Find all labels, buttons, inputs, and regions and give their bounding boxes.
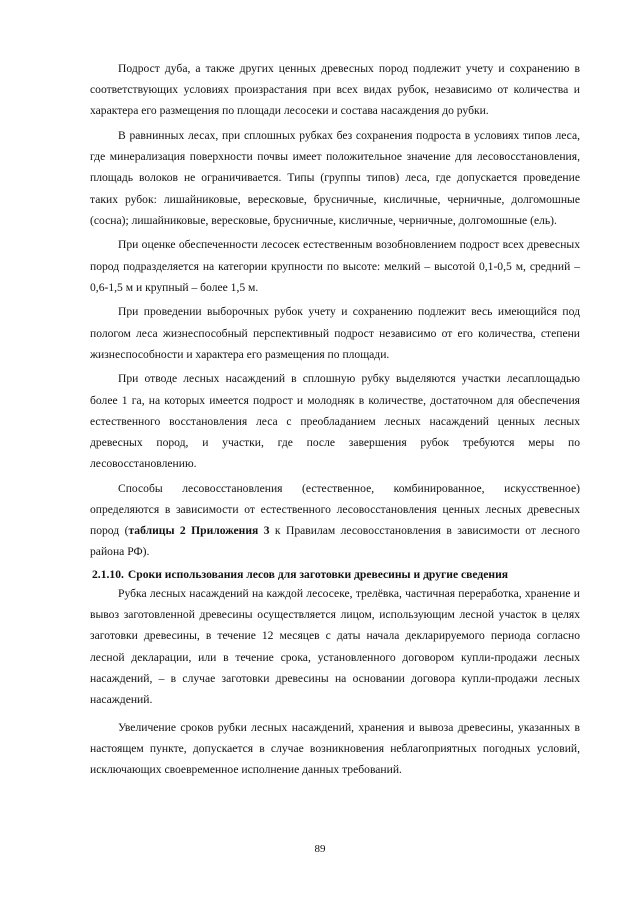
document-page	[90, 58, 580, 781]
paragraph-undergrowth-categories: При оценке обеспеченности лесосек естественным возобновлением подрост всех древесных пород подразделяется на категории крупности по высоте: мелкий – высотой 0,1-0,5 м, средний – 0,6-1,5 м и крупный – более 1,5 м.	[90, 238, 580, 294]
section-heading	[90, 566, 580, 583]
reforestation-text-end: к Правилам лесовосстановления в зависимости от лесного района РФ).	[90, 524, 580, 559]
appendix-table-reference: таблицы 2 Приложения 3	[128, 524, 270, 538]
paragraph-clear-cutting-allotment: При отводе лесных насаждений в сплошную рубку выделяются участки лесаплощадью более 1 га, на которых имеется подрост и молодняк в количестве, достаточном для обеспечения естественного восстановления леса с преобладанием лесных насаждений ценных лесных древесных пород, и участки, где после завершения рубок требуются меры по лесовосстановлению.	[90, 372, 580, 471]
paragraph-term-extension: Увеличение сроков рубки лесных насаждений, хранения и вывоза древесины, указанных в настоящем пункте, допускается в случае возникновения неблагоприятных погодных условий, исключающих своевременное исполнение данных требований.	[90, 721, 580, 777]
section-number: 2.1.10.	[92, 568, 124, 582]
paragraph-reforestation-methods	[90, 478, 580, 563]
paragraph-plain-forests: В равнинных лесах, при сплошных рубках без сохранения подроста в условиях типов леса, где минерализация поверхности почвы имеет положительное значение для лесовосстановления, площадь волоков не ограничивается. Типы (группы типов) леса, где допускается проведение таких рубок: лишайниковые, вересковые, брусничные, кисличные, черничные, долгомошные (сосна); лишайниковые, вересковые, брусничные, кисличные, черничные, долгомошные (ель).	[90, 129, 580, 227]
page-number: 89	[314, 843, 326, 855]
reforestation-text-start: Способы лесовосстановления (естественное, комбинированное, искусственное) определяются в зависимости от естественного лесовосстановления ценных лесных древесных пород (	[90, 481, 580, 538]
paragraph-oak-undergrowth: Подрост дуба, а также других ценных древесных пород подлежит учету и сохранению в соответствующих условиях произрастания при всех видах рубок, независимо от количества и характера его размещения по площади лесосеки и состава насаждения до рубки.	[90, 62, 580, 118]
paragraph-selective-cutting: При проведении выборочных рубок учету и сохранению подлежит весь имеющийся под пологом леса жизнеспособный перспективный подрост независимо от его количества, степени жизнеспособности и характера его размещения по площади.	[90, 305, 580, 361]
paragraph-cutting-terms: Рубка лесных насаждений на каждой лесосеке, трелёвка, частичная переработка, хранение и вывоз заготовленной древесины осуществляется лицом, использующим лесной участок в целях заготовки древесины, в течение 12 месяцев с даты начала декларируемого периода согласно лесной декларации, или в течение срока, установленного договором купли-продажи лесных насаждений, – в случае заготовки древесины на основании договора купли-продажи лесных насаждений.	[90, 587, 580, 707]
section-title: Сроки использования лесов для заготовки древесины и другие сведения	[127, 568, 509, 582]
